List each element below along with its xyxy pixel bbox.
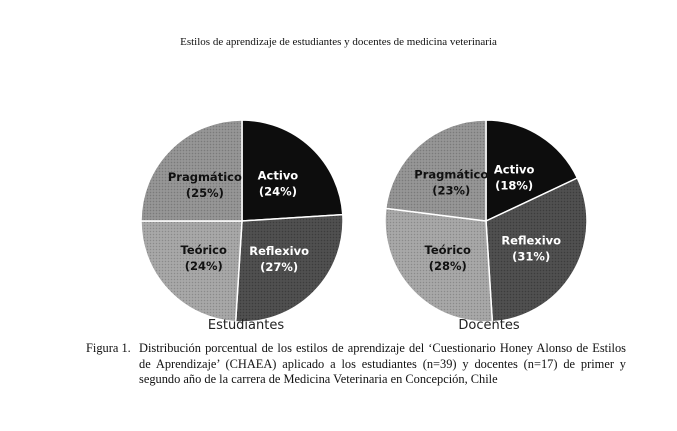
slice-value-estudiantes-activo: (24%) [258,184,297,199]
slice-label-docentes-pragmatico: Pragmático [414,167,489,182]
slice-label-estudiantes-teorico: Teórico [180,242,227,257]
slice-value-docentes-teorico: (28%) [428,258,467,273]
chart-title-estudiantes: Estudiantes [207,318,285,333]
slice-value-docentes-pragmatico: (23%) [432,183,471,198]
slice-value-estudiantes-teorico: (24%) [184,258,223,273]
slice-value-estudiantes-pragmatico: (25%) [185,185,224,200]
slice-label-docentes-teorico: Teórico [424,242,471,257]
slice-value-estudiantes-reflexivo: (27%) [260,260,299,275]
chart-title-docentes: Docentes [458,318,520,333]
slice-label-docentes-reflexivo: Reflexivo [501,233,562,248]
pie-chart-docentes [385,120,587,322]
slice-label-docentes-activo: Activo [493,162,535,177]
caption-text: Distribución porcentual de los estilos de aprendizaje del ‘Cuestionario Honey Alonso de Estilos de Aprendizaje’ (CHAEA) aplicado a los estudiantes (n=39) y docentes (n=17) de primer y segundo año de la carrera de Medicina Veterinaria en Concepción, Chile [139,341,626,386]
slice-label-estudiantes-pragmatico: Pragmático [167,169,242,184]
slice-value-docentes-reflexivo: (31%) [512,249,551,264]
figure-title: Estilos de aprendizaje de estudiantes y docentes de medicina veterinaria [180,36,497,48]
pie-chart-estudiantes [141,120,343,322]
caption-number: Figura 1. [86,341,131,355]
slice-label-estudiantes-reflexivo: Reflexivo [249,244,310,259]
slice-label-estudiantes-activo: Activo [257,168,299,183]
slice-value-docentes-activo: (18%) [495,178,534,193]
